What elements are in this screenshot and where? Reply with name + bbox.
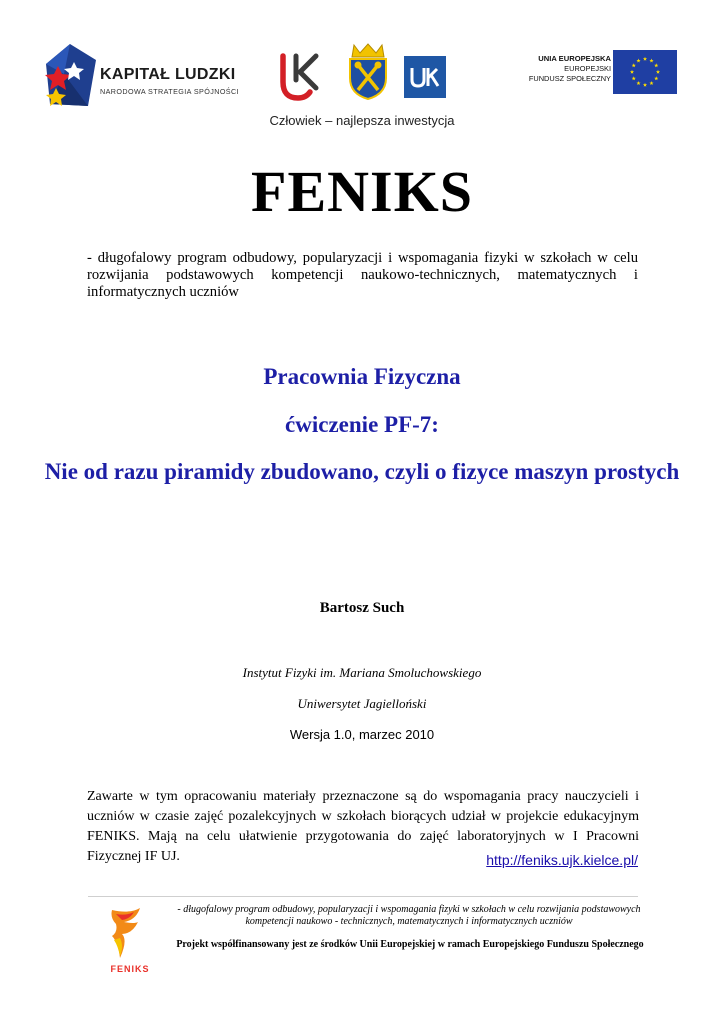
document-subtitle: - długofalowy program odbudowy, popularyzacji i wspomagania fizyki w szkołach w celu rozwijania podstawowych kompetencji naukowo-technicznych, matematycznych i informatycznych uczniów	[87, 250, 638, 300]
heading-pracownia: Pracownia Fizyczna	[263, 364, 461, 389]
heading-exercise: ćwiczenie PF-7:	[285, 412, 439, 437]
feniks-logo-label: FENIKS	[110, 964, 150, 974]
uj-crest-icon	[346, 42, 390, 100]
version: Wersja 1.0, marzec 2010	[289, 727, 435, 742]
feniks-logo-icon	[100, 906, 160, 976]
heading-topic: Nie od razu piramidy zbudowano, czyli o fizyce maszyn prostych	[44, 459, 680, 484]
feniks-link[interactable]: http://feniks.ujk.kielce.pl/	[486, 852, 638, 868]
eu-flag-icon	[613, 50, 677, 94]
footer-program-text: - długofalowy program odbudowy, popularyzacji i wspomagania fizyki w szkołach w celu rozwijania podstawowych kompetencji naukowo - technicznych, matematycznych i informatycznych uczniów	[177, 904, 641, 927]
eu-line2: EUROPEJSKI	[564, 64, 611, 73]
eu-line1: UNIA EUROPEJSKA	[538, 54, 611, 63]
kapital-ludzki-subtitle: NARODOWA STRATEGIA SPÓJNOŚCI	[100, 87, 239, 96]
kapital-ludzki-title: KAPITAŁ LUDZKI	[100, 66, 236, 83]
institute: Instytut Fizyki im. Mariana Smoluchowskiego	[242, 665, 482, 680]
author: Bartosz Such	[319, 600, 405, 616]
kapital-ludzki-emblem-icon	[44, 44, 98, 110]
slogan: Człowiek – najlepsza inwestycja	[269, 113, 455, 128]
document-title: FENIKS	[251, 159, 473, 224]
university: Uniwersytet Jagielloński	[297, 696, 427, 711]
eu-logo	[503, 50, 677, 96]
ujk-logo-icon	[276, 52, 322, 102]
eu-line3: FUNDUSZ SPOŁECZNY	[528, 74, 611, 83]
ukr-logo-icon	[404, 56, 446, 98]
footer-funding-text: Projekt współfinansowany jest ze środków Unii Europejskiej w ramach Europejskiego Funduszu Społecznego	[176, 939, 644, 950]
body-paragraph: Zawarte w tym opracowaniu materiały przeznaczone są do wspomagania pracy nauczycieli i uczniów w czasie zajęć pozalekcyjnych w szkołach biorących udział w projekcie edukacyjnym FENIKS. Mają na celu ułatwienie przygotowania do zajęć laboratoryjnych w I Pracowni Fizycznej IF UJ.	[87, 789, 639, 864]
footer-divider	[88, 896, 638, 897]
eu-text	[529, 54, 611, 84]
kapital-ludzki-logo	[44, 44, 244, 112]
